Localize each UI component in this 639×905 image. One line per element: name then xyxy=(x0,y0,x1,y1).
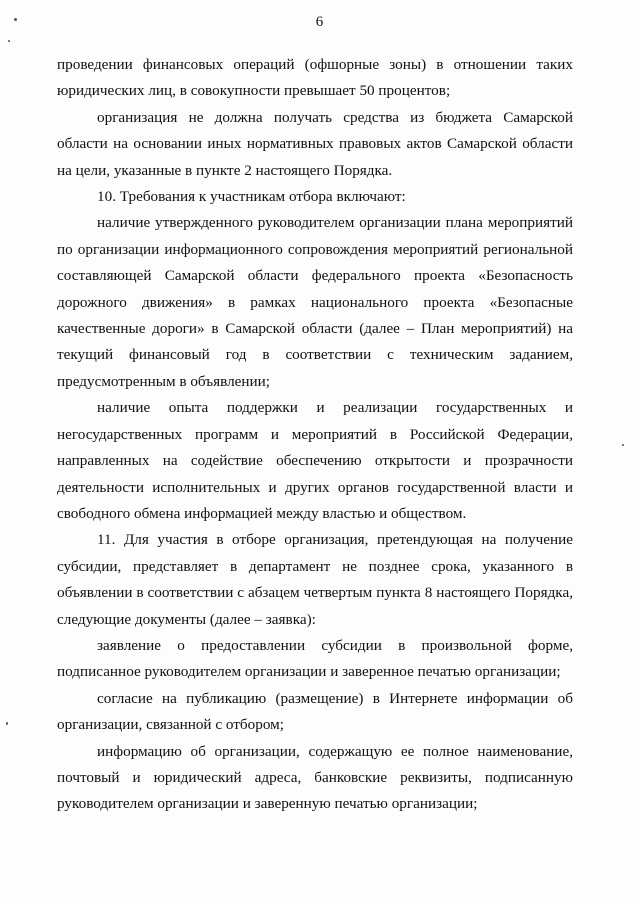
scan-speck xyxy=(14,18,17,21)
paragraph-item-10: 10. Требования к участникам отбора включают: xyxy=(97,188,406,206)
paragraph-organization-info: информацию об организации, содержащую ее полное наименование, почтовый и юридический адреса, банковские реквизиты, подписанную руководителем организации и заверенную печатью организации; xyxy=(57,742,573,813)
paragraph-application: заявление о предоставлении субсидии в произвольной форме, подписанное руководителем организации и заверенное печатью организации; xyxy=(57,636,573,681)
scan-speck xyxy=(6,722,8,725)
paragraph-publication-consent: согласие на публикацию (размещение) в Интернете информации об организации, связанной с отбором; xyxy=(57,689,573,734)
scan-speck xyxy=(622,444,624,446)
scan-speck xyxy=(8,40,10,42)
page-number: 6 xyxy=(315,14,324,30)
paragraph-budget-funds: организация не должна получать средства из бюджета Самарской области на основании иных нормативных правовых актов Самарской области на цели, указанные в пункте 2 настоящего Порядка. xyxy=(57,108,573,179)
paragraph-experience: наличие опыта поддержки и реализации государственных и негосударственных программ и мероприятий в Российской Федерации, направленных на содействие обеспечению открытости и прозрачности деятельности исполнительных и других органов государственной власти и свободного обмена информацией между властью и обществом. xyxy=(57,399,573,522)
paragraph-item-11: 11. Для участия в отборе организация, претендующая на получение субсидии, представляет в департамент не позднее срока, указанного в объявлении в соответствии с абзацем четвертым пункта 8 настоящего Порядка, следующие документы (далее – заявка): xyxy=(57,531,573,628)
document-body xyxy=(57,52,573,818)
paragraph-offshore-continuation: проведении финансовых операций (офшорные зоны) в отношении таких юридических лиц, в совокупности превышает 50 процентов; xyxy=(57,56,573,100)
paragraph-event-plan: наличие утвержденного руководителем организации плана мероприятий по организации информационного сопровождения мероприятий региональной составляющей Самарской области федерального проекта «Безопасность дорожного движения» в рамках национального проекта «Безопасные качественные дороги» в Самарской области (далее – План мероприятий) на текущий финансовый год в соответствии с техническим заданием, предусмотренным в объявлении; xyxy=(57,214,573,390)
